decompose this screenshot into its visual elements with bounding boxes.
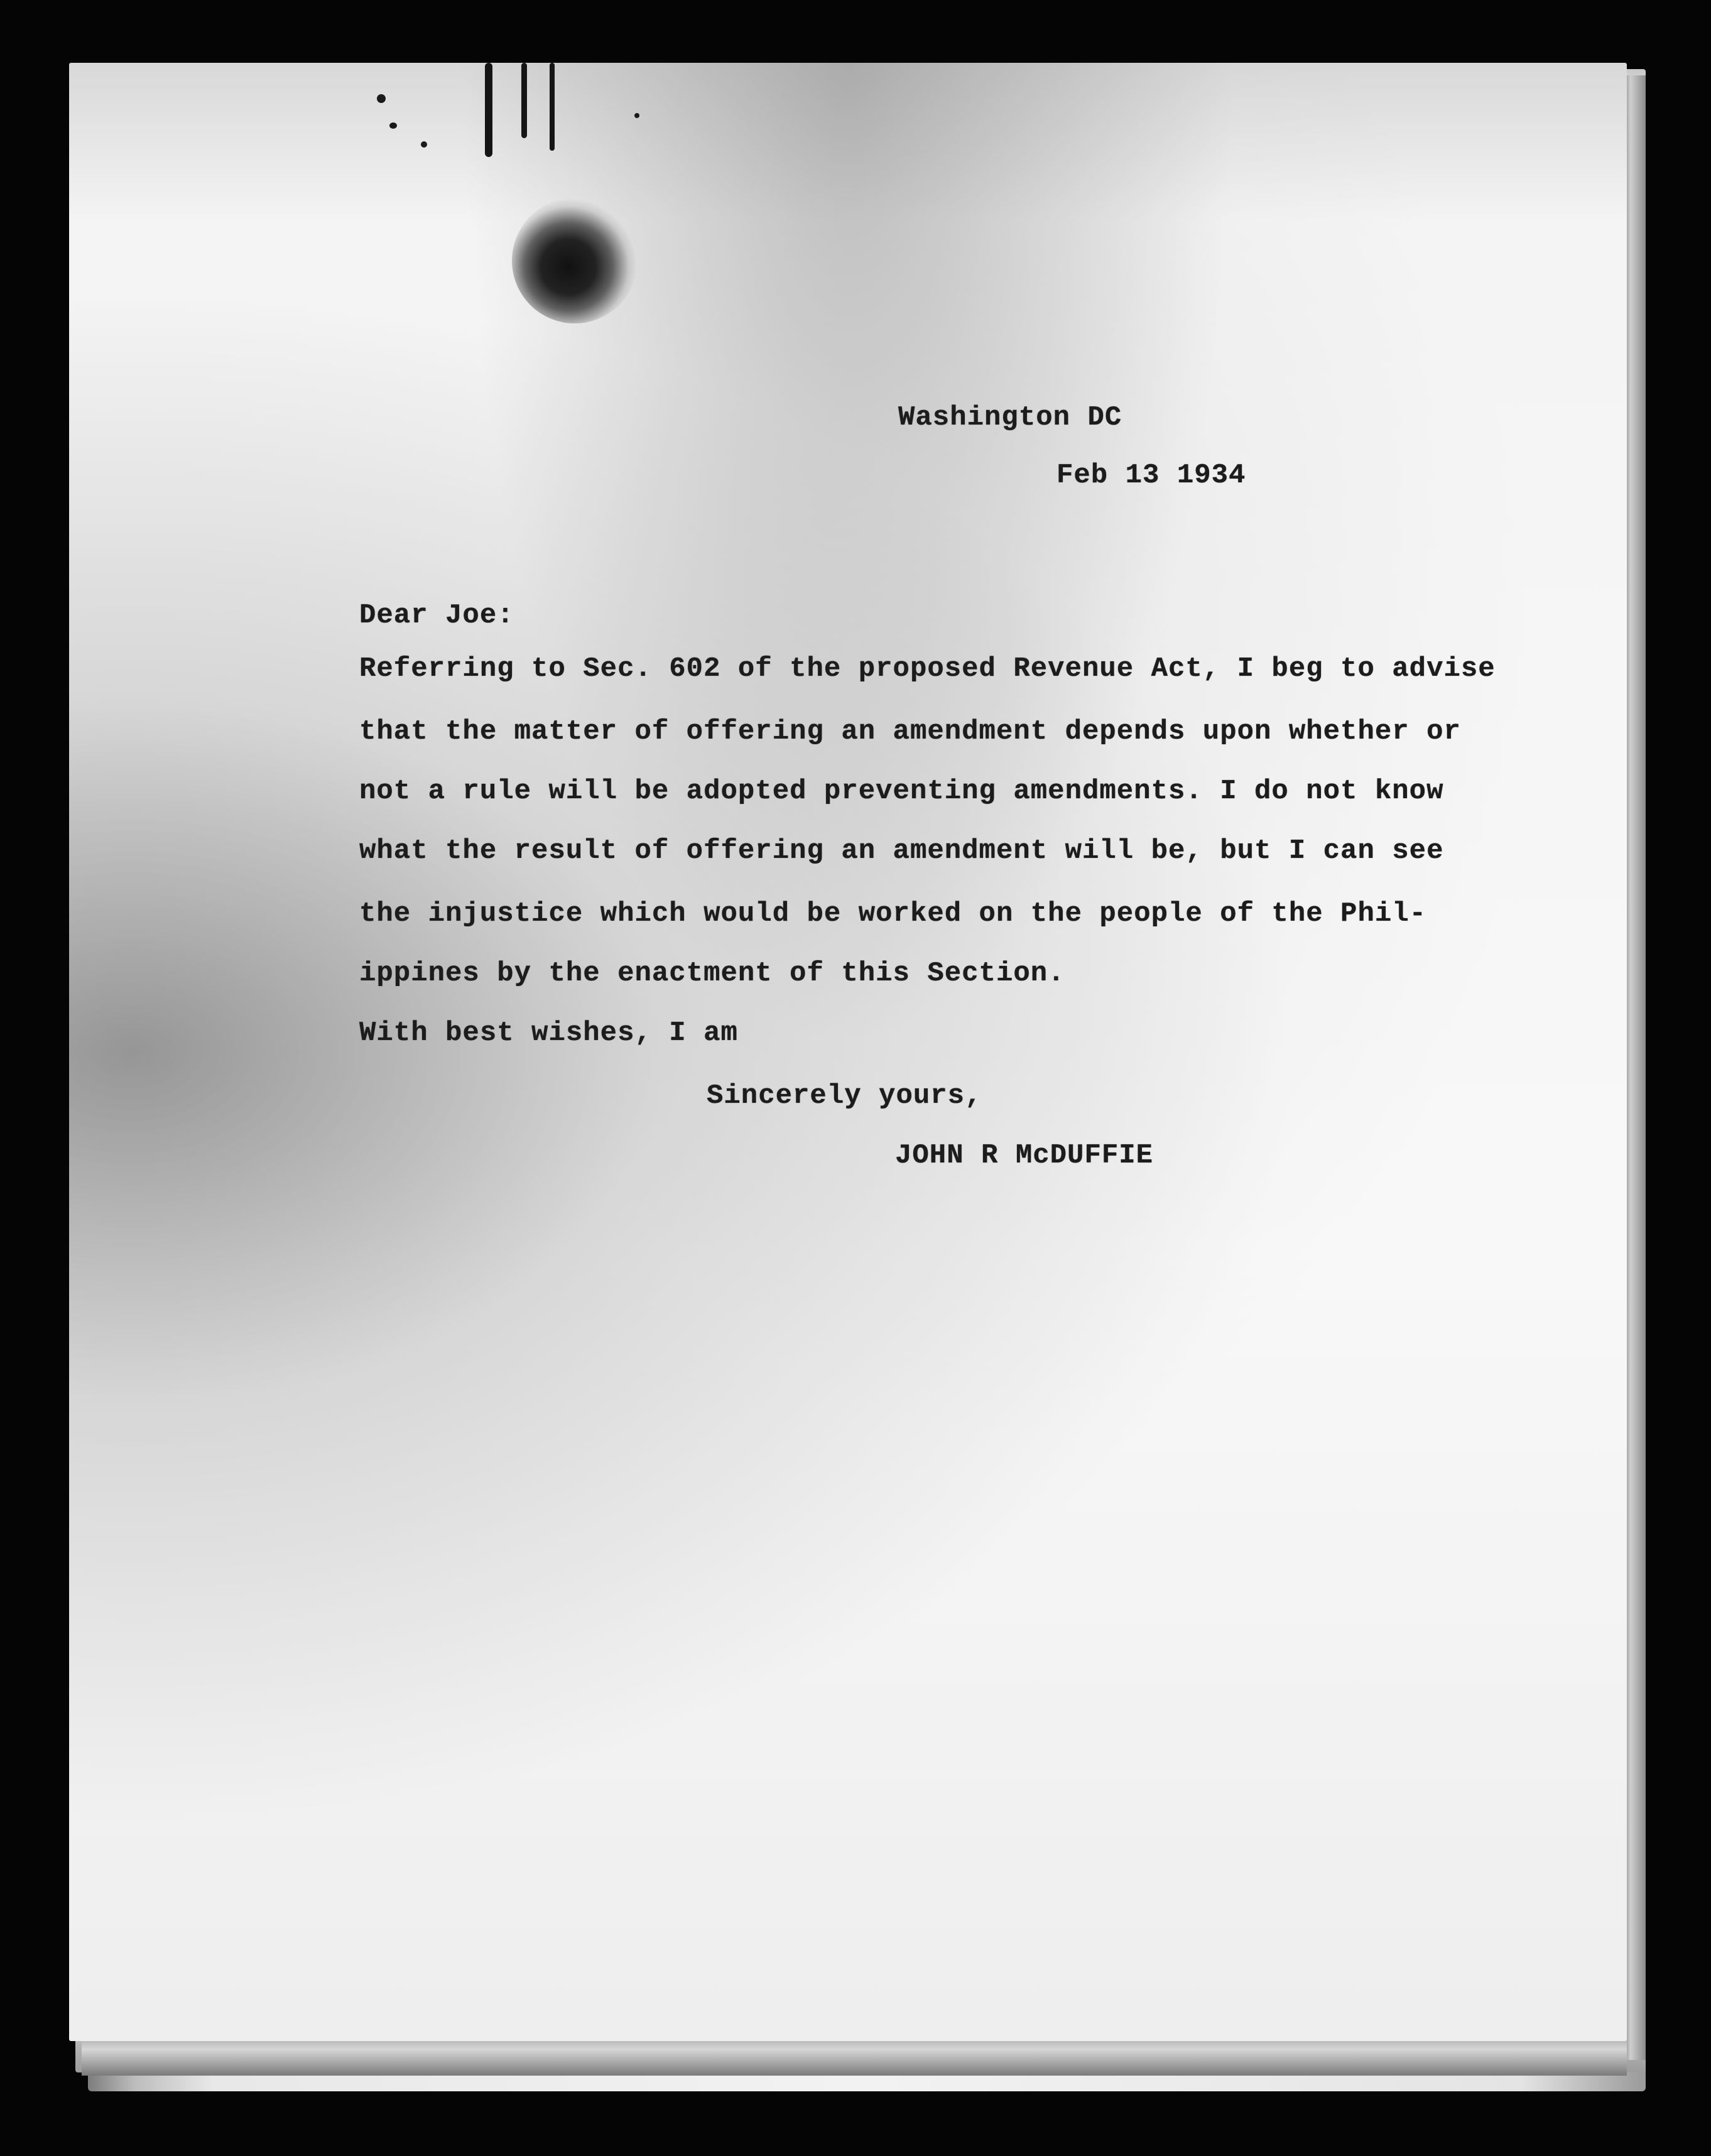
letter-place: Washington DC <box>898 402 1122 433</box>
ink-drip <box>521 63 527 138</box>
ink-spot <box>421 141 427 148</box>
letter-closing: With best wishes, I am <box>359 1017 738 1049</box>
letter-page <box>69 63 1627 2041</box>
ink-drip <box>485 63 492 157</box>
body-line: the injustice which would be worked on the people of the Phil- <box>359 898 1427 929</box>
ink-drip <box>550 63 555 151</box>
ink-spot <box>389 122 397 129</box>
body-line: not a rule will be adopted preventing amendments. I do not know <box>359 776 1444 807</box>
letter-salutation: Dear Joe: <box>359 600 514 631</box>
letter-valediction: Sincerely yours, <box>707 1080 982 1112</box>
letter-signature: JOHN R McDUFFIE <box>895 1140 1154 1171</box>
body-line: Referring to Sec. 602 of the proposed Revenue Act, I beg to advise <box>359 653 1496 685</box>
ink-stain <box>512 198 638 323</box>
body-line: what the result of offering an amendment will be, but I can see <box>359 835 1444 867</box>
body-line: ippines by the enactment of this Section. <box>359 958 1065 989</box>
letter-date: Feb 13 1934 <box>1056 460 1246 491</box>
body-line: that the matter of offering an amendment depends upon whether or <box>359 716 1461 747</box>
ink-spot <box>377 94 386 103</box>
ink-spot <box>634 113 639 118</box>
